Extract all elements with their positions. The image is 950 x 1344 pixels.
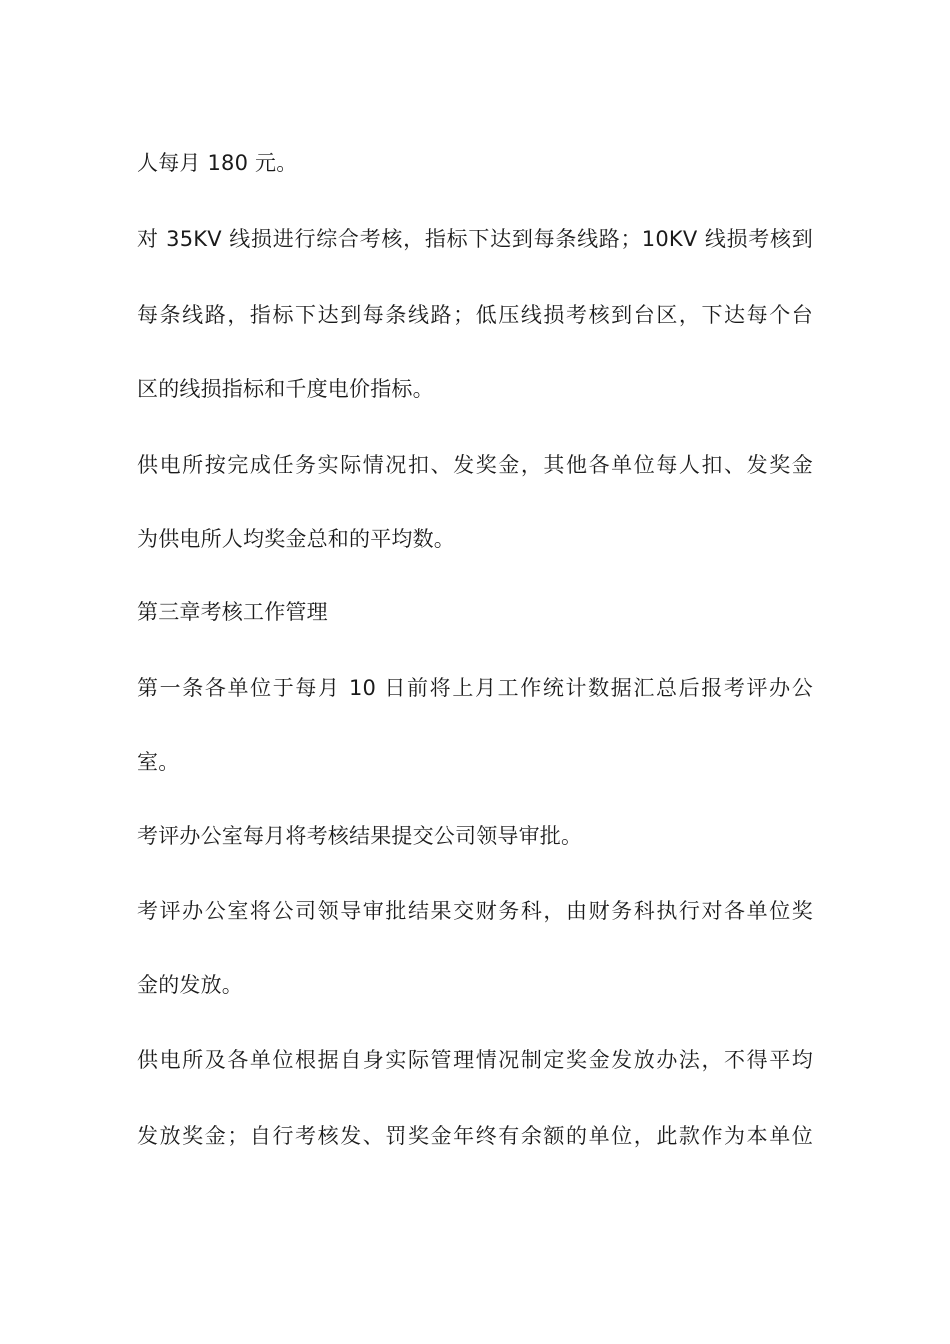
text-line-5: 供电所按完成任务实际情况扣、发奖金，其他各单位每人扣、发奖金	[137, 453, 813, 477]
chapter-heading: 第三章考核工作管理	[137, 600, 328, 624]
text-line-6: 为供电所人均奖金总和的平均数。	[137, 527, 455, 551]
text-line-10: 考评办公室每月将考核结果提交公司领导审批。	[137, 824, 583, 848]
text-line-3: 每条线路，指标下达到每条线路；低压线损考核到台区，下达每个台	[137, 303, 813, 327]
text-line-2: 对 35KV 线损进行综合考核，指标下达到每条线路；10KV 线损考核到	[137, 227, 813, 251]
text-line-8: 第一条各单位于每月 10 日前将上月工作统计数据汇总后报考评办公	[137, 676, 813, 700]
text-line-11: 考评办公室将公司领导审批结果交财务科，由财务科执行对各单位奖	[137, 899, 813, 923]
text-line-9: 室。	[137, 750, 180, 774]
text-line-12: 金的发放。	[137, 973, 243, 997]
text-line-13: 供电所及各单位根据自身实际管理情况制定奖金发放办法，不得平均	[137, 1048, 813, 1072]
text-line-14: 发放奖金；自行考核发、罚奖金年终有余额的单位，此款作为本单位	[137, 1124, 813, 1148]
text-line-1: 人每月 180 元。	[137, 151, 298, 175]
text-line-4: 区的线损指标和千度电价指标。	[137, 377, 434, 401]
